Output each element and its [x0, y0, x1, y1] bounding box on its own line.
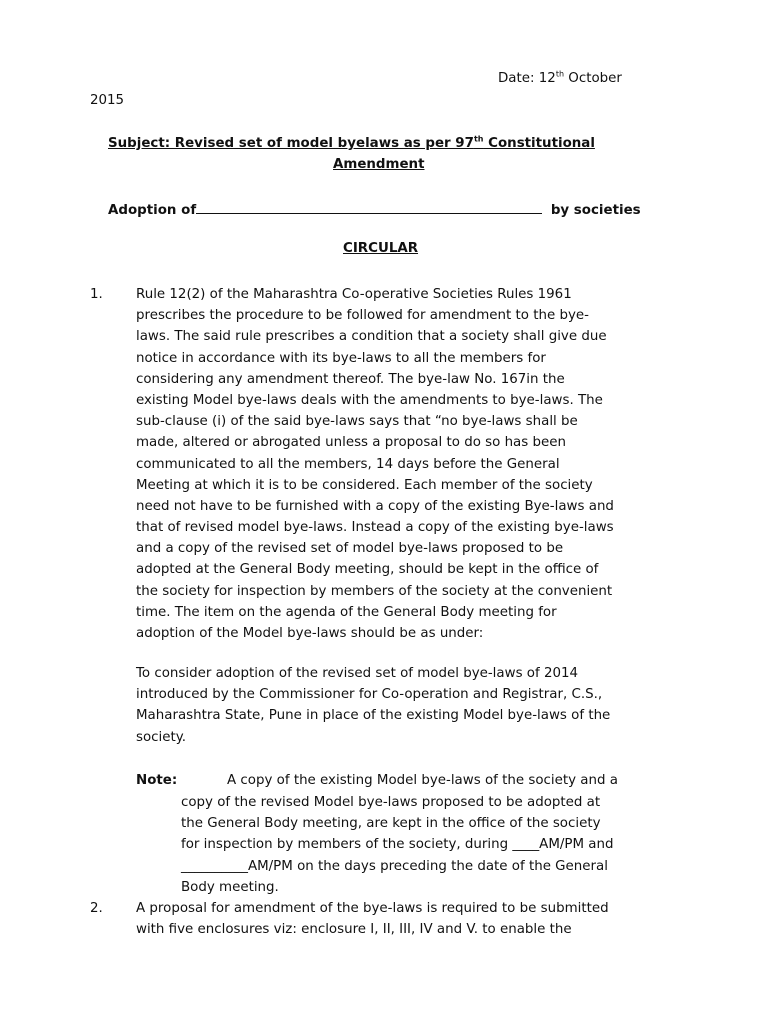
- note-label: Note:: [136, 773, 178, 788]
- item-1-number: 1.: [90, 287, 103, 302]
- note-text: [181, 792, 726, 898]
- text-line: introduced by the Commissioner for Co-operation and Registrar, C.S.,: [136, 687, 603, 703]
- text-line: Body meeting.: [181, 879, 279, 895]
- text-line: Meeting at which it is to be considered. Each member of the society: [136, 477, 593, 493]
- item-2-text: [136, 898, 681, 940]
- agenda-text: [136, 663, 681, 748]
- subject-line-2: Amendment: [333, 157, 425, 172]
- adoption-line: Adoption of by societies: [108, 199, 641, 218]
- text-line: adopted at the General Body meeting, should be kept in the office of: [136, 562, 599, 578]
- text-line: Maharashtra State, Pune in place of the existing Model bye-laws of the: [136, 708, 611, 724]
- text-line: adoption of the Model bye-laws should be as under:: [136, 626, 484, 641]
- subject-line-1: Subject: Revised set of model byelaws as per 97th Constitutional: [108, 134, 595, 151]
- text-line: notice in accordance with its bye-laws to all the members for: [136, 350, 546, 366]
- text-line: Rule 12(2) of the Maharashtra Co-operative Societies Rules 1961: [136, 287, 572, 302]
- text-line: with five enclosures viz: enclosure I, II, III, IV and V. to enable the: [136, 922, 572, 938]
- text-line: laws. The said rule prescribes a condition that a society shall give due: [136, 329, 607, 345]
- text-line: existing Model bye-laws deals with the amendments to bye-laws. The: [136, 392, 603, 408]
- text-line: made, altered or abrogated unless a proposal to do so has been: [136, 435, 566, 451]
- text-line: A proposal for amendment of the bye-laws is required to be submitted: [136, 901, 609, 916]
- item-2-number: 2.: [90, 901, 103, 916]
- item-1-text: [136, 284, 681, 644]
- text-line: considering any amendment thereof. The bye-law No. 167in the: [136, 371, 565, 387]
- text-line: the General Body meeting, are kept in the office of the society: [181, 816, 601, 832]
- text-line: and a copy of the revised set of model bye-laws proposed to be: [136, 541, 564, 557]
- date-year: 2015: [90, 93, 125, 108]
- text-line: prescribes the procedure to be followed for amendment to the bye-: [136, 308, 589, 324]
- text-line: need not have to be furnished with a copy of the existing Bye-laws and: [136, 498, 614, 514]
- text-line: for inspection by members of the society, during ____AM/PM and: [181, 837, 614, 853]
- text-line: communicated to all the members, 14 days before the General: [136, 456, 560, 472]
- text-line: __________AM/PM on the days preceding the date of the General: [181, 858, 608, 874]
- date-line: Date: 12th October: [498, 69, 622, 86]
- note-first-line: A copy of the existing Model bye-laws of the society and a: [227, 773, 618, 788]
- text-line: copy of the revised Model bye-laws proposed to be adopted at: [181, 795, 601, 810]
- text-line: society.: [136, 729, 187, 745]
- text-line: the society for inspection by members of the society at the convenient: [136, 583, 613, 599]
- text-line: time. The item on the agenda of the General Body meeting for: [136, 604, 557, 620]
- text-line: that of revised model bye-laws. Instead a copy of the existing bye-laws: [136, 520, 614, 536]
- circular-title: CIRCULAR: [343, 241, 419, 256]
- adoption-blank: [196, 199, 542, 214]
- text-line: sub-clause (i) of the said bye-laws says that “no bye-laws shall be: [136, 414, 578, 430]
- text-line: To consider adoption of the revised set of model bye-laws of 2014: [136, 666, 579, 681]
